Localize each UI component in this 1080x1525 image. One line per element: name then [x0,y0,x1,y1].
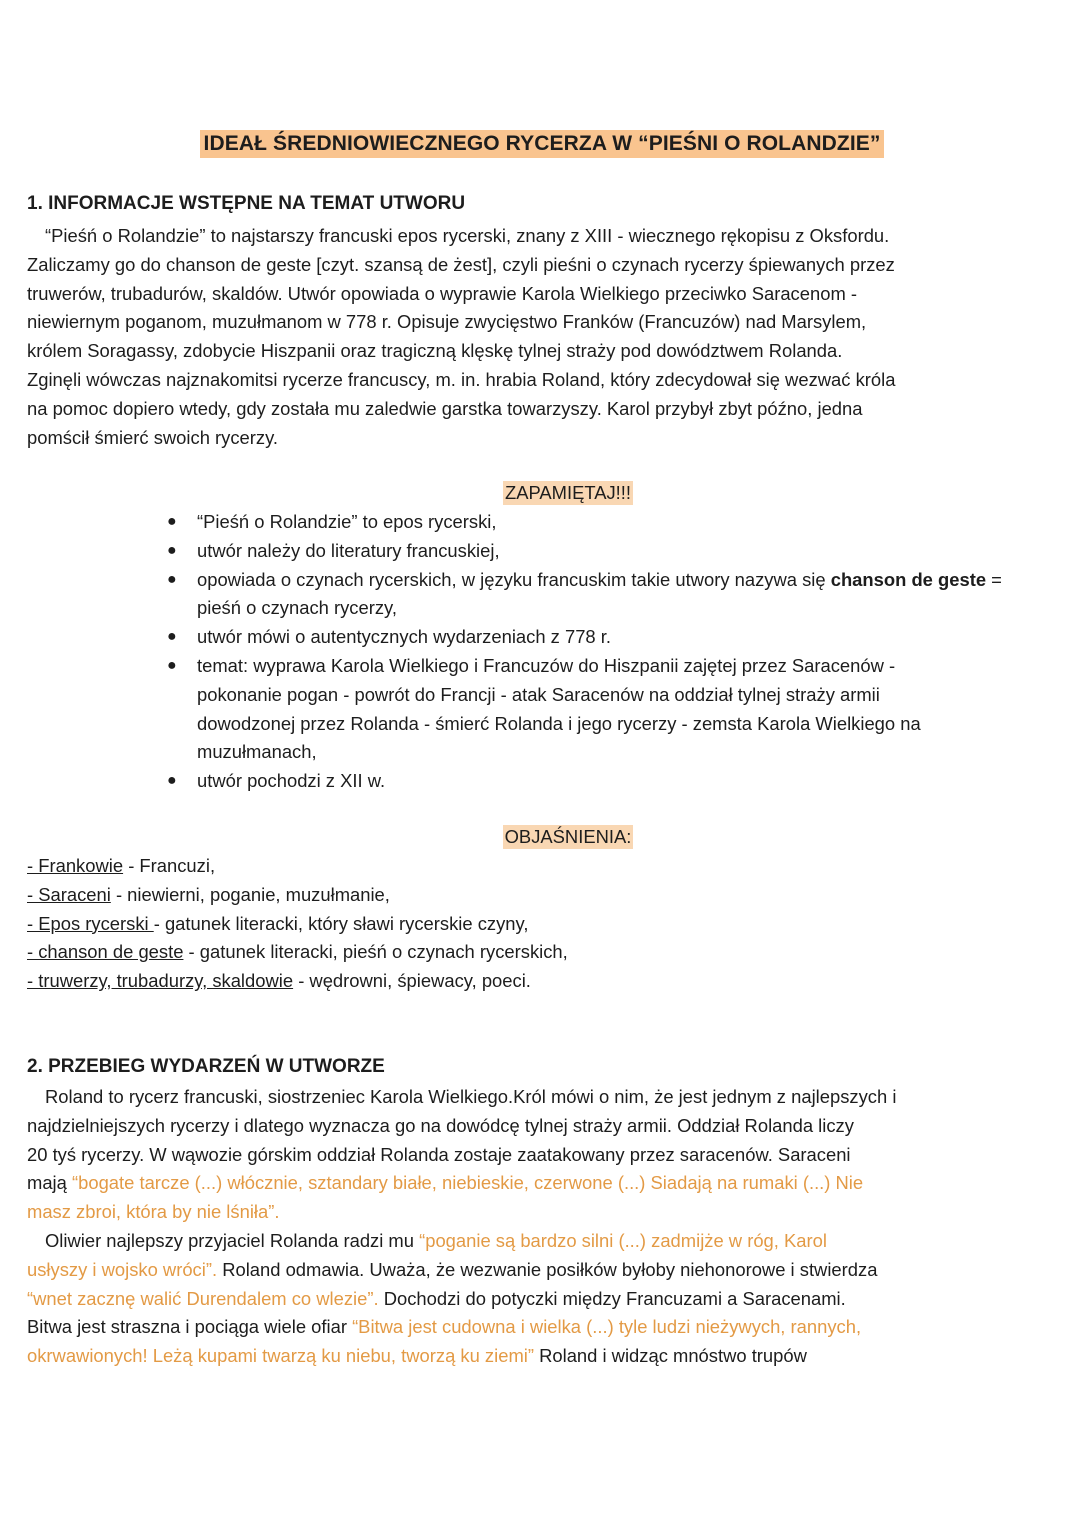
paragraph-line: Zginęli wówczas najznakomitsi rycerze francuscy, m. in. hrabia Roland, który zdecydował się wezwać króla [27,368,896,390]
paragraph-line: 20 tyś rycerzy. W wąwozie górskim oddział Rolanda zostaje zaatakowany przez saracenów. Saraceni [27,1143,851,1165]
list-item-line: muzułmanach, [197,741,317,763]
list-item [167,566,1037,624]
list-item [167,537,1037,566]
quotation: okrwawionych! Leżą kupami twarzą ku niebu, tworzą ku ziemi” [27,1345,534,1367]
remember-label-wrap [27,481,1057,505]
explanations-label: OBJAŚNIENIA: [504,826,632,847]
section-1-paragraph [27,222,1057,452]
paragraph-text: Roland i widząc mnóstwo trupów [533,1345,807,1367]
paragraph-text: Dochodzi do potyczki między Francuzami a Saracenami. [378,1287,846,1309]
list-item-line: temat: wyprawa Karola Wielkiego i Francuzów do Hiszpanii zajętej przez Saracenów - [197,654,896,676]
explanations-list [27,852,1057,996]
paragraph-line: na pomoc dopiero wtedy, gdy została mu zaledwie garstka towarzyszy. Karol przybył zbyt późno, jedna [27,397,863,419]
paragraph-text: Roland odmawia. Uważa, że wezwanie posiłków byłoby niehonorowe i stwierdza [217,1258,878,1280]
paragraph-line: Roland to rycerz francuski, siostrzeniec Karola Wielkiego.Król mówi o nim, że jest jednym z najlepszych i [45,1086,897,1107]
list-item-line: pokonanie pogan - powrót do Francji - atak Saracenów na oddział tylnej straży armii [197,683,880,705]
definition-term: - Epos rycerski [27,912,154,934]
remember-list [167,508,1037,796]
bullet-icon: ● [167,628,177,646]
definition-term: - Saraceni [27,883,111,905]
definition-term: - Frankowie [27,855,124,876]
list-item [167,652,1037,767]
list-item-text: = pieśń o czynach rycerzy, [197,568,1002,619]
definition-item [27,938,1057,967]
section-2-heading: 2. PRZEBIEG WYDARZEŃ W UTWORZE [27,1056,385,1077]
definition-term: - truwerzy, trubadurzy, skaldowie [27,970,294,992]
bullet-icon: ● [167,541,177,559]
definition-item [27,881,1057,910]
paragraph-text: Oliwier najlepszy przyjaciel Rolanda radzi mu [45,1229,420,1251]
definition-text: - gatunek literacki, który sławi rycerskie czyny, [153,912,529,934]
definition-text: - gatunek literacki, pieśń o czynach rycerskich, [183,941,568,963]
paragraph-text: Bitwa jest straszna i pociąga wiele ofiar [27,1316,353,1338]
paragraph-line: truwerów, trubadurów, skaldów. Utwór opowiada o wyprawie Karola Wielkiego przeciwko Saracenom - [27,282,857,304]
list-item [167,623,1037,652]
definition-text: - Francuzi, [123,855,216,876]
list-item [167,767,1037,796]
quotation: “wnet zacznę walić Durendalem co wlezie”. [27,1287,379,1309]
paragraph-line: pomścił śmierć swoich rycerzy. [27,426,279,448]
paragraph-line [27,1342,1057,1371]
section-2-paragraph [27,1083,1057,1371]
paragraph-line [27,1198,1057,1227]
bullet-icon: ● [167,656,177,674]
bullet-icon: ● [167,570,177,588]
paragraph-line: niewiernym poganom, muzułmanom w 778 r. Opisuje zwycięstwo Franków (Francuzów) nad Marsylem, [27,311,867,333]
list-item-text: utwór mówi o autentycznych wydarzeniach z 778 r. [197,626,611,648]
document-title: IDEAŁ ŚREDNIOWIECZNEGO RYCERZA W “PIEŚNI O ROLANDZIE” [200,130,885,158]
definition-term: - chanson de geste [27,941,184,963]
explanations-label-wrap [27,825,1057,849]
paragraph-line [27,1169,1057,1198]
definition-item [27,967,1057,996]
bullet-icon: ● [167,513,177,530]
paragraph-line: królem Soragassy, zdobycie Hiszpanii oraz tragiczną klęskę tylnej straży pod dowództwem Rolanda. [27,340,843,362]
quotation: “poganie są bardzo silni (...) zadmijże w róg, Karol [419,1229,827,1251]
title-wrap [27,130,1057,158]
paragraph-line [27,1227,1057,1256]
paragraph-line: “Pieśń o Rolandzie” to najstarszy francuski epos rycerski, znany z XIII - wiecznego rękopisu z Oksfordu. [45,225,890,246]
paragraph-text: mają [27,1172,72,1194]
quotation: usłyszy i wojsko wróci”. [27,1258,218,1280]
definition-item [27,910,1057,939]
section-1-heading: 1. INFORMACJE WSTĘPNE NA TEMAT UTWORU [27,193,466,214]
remember-label: ZAPAMIĘTAJ!!! [504,482,632,503]
definition-item [27,852,1057,881]
list-item-text: utwór należy do literatury francuskiej, [197,539,500,561]
quotation: masz zbroi, która by nie lśniła”. [27,1201,280,1223]
list-item-text: opowiada o czynach rycerskich, w języku francuskim takie utwory nazywa się [197,568,831,590]
paragraph-line [27,1256,1057,1285]
paragraph-line: najdzielniejszych rycerzy i dlatego wyznacza go na dowódcę tylnej straży armii. Oddział Rolanda liczy [27,1114,854,1136]
paragraph-line [27,1313,1057,1342]
bullet-icon: ● [167,772,177,790]
list-item-text: utwór pochodzi z XII w. [197,770,386,792]
definition-text: - wędrowni, śpiewacy, poeci. [293,970,531,992]
quotation: “bogate tarcze (...) włócznie, sztandary białe, niebieskie, czerwone (...) Siadają na rumaki (...) Nie [71,1172,864,1194]
list-item-bold-term: chanson de geste [830,568,987,590]
definition-text: - niewierni, poganie, muzułmanie, [110,883,390,905]
paragraph-line: Zaliczamy go do chanson de geste [czyt. szansą de żest], czyli pieśni o czynach rycerzy śpiewanych przez [27,253,895,275]
list-item-text: “Pieśń o Rolandzie” to epos rycerski, [197,511,497,532]
list-item-line: dowodzonej przez Rolanda - śmierć Rolanda i jego rycerzy - zemsta Karola Wielkiego na [197,712,921,734]
paragraph-line [27,1285,1057,1314]
quotation: “Bitwa jest cudowna i wielka (...) tyle ludzi nieżywych, rannych, [352,1316,862,1338]
list-item [167,508,1037,537]
